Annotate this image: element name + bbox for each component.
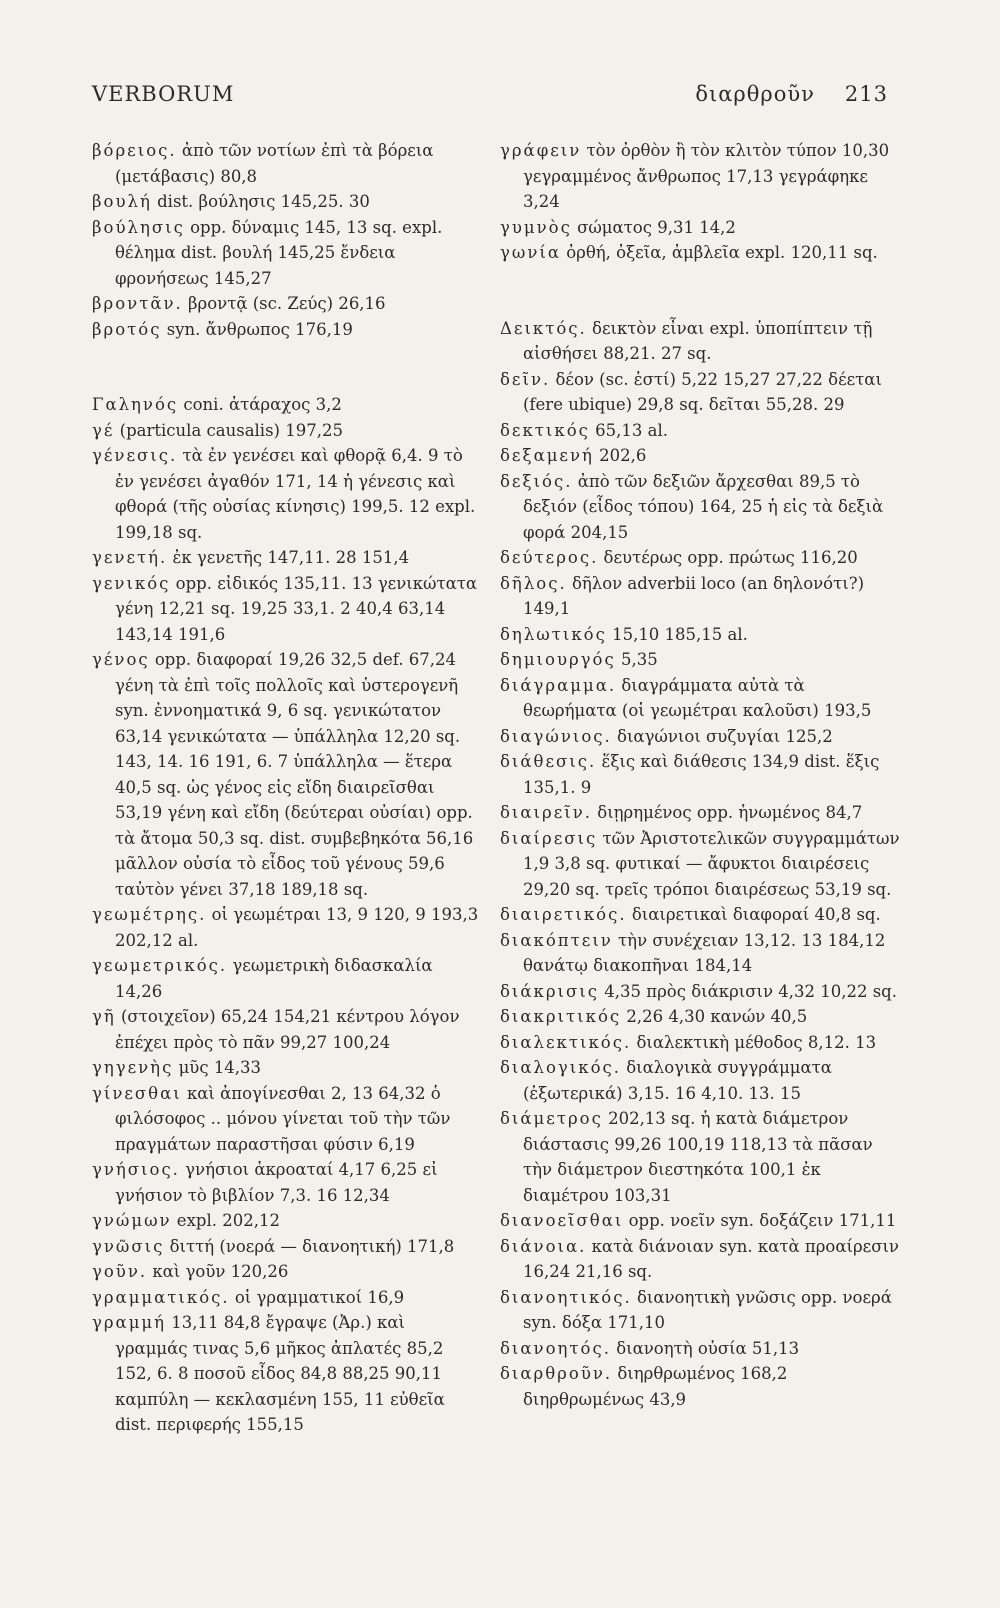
index-entry (500, 1285, 900, 1336)
entry-references: 2,26 4,30 κανών 40,5 (621, 1007, 808, 1026)
entry-references: σώματος 9,31 14,2 (571, 217, 736, 237)
index-entry (500, 316, 900, 367)
section-gap (92, 342, 482, 392)
entry-references: δέον (sc. ἐστί) 5,22 15,27 27,22 δέεται (fere ubique) 29,8 sq. δεῖται 55,28. 29 (523, 369, 882, 414)
running-head-left: VERBORUM (92, 82, 235, 106)
index-entry (92, 571, 482, 648)
index-entry (500, 1208, 900, 1234)
entry-references: ἕξις καὶ διάθεσις 134,9 dist. ἕξις 135,1. 9 (523, 752, 880, 797)
index-entry (92, 1259, 482, 1285)
index-entry (92, 953, 482, 1004)
index-entry (500, 418, 900, 444)
entry-lemma: γενικός (92, 573, 171, 593)
entry-references: (στοιχεῖον) 65,24 154,21 κέντρου λόγον ἐπέχει πρὸς τὸ πᾶν 99,27 100,24 (115, 1007, 460, 1052)
entry-lemma: διανοητικός. (500, 1287, 632, 1307)
entry-references: οἱ γραμματικοί 16,9 (229, 1287, 405, 1307)
entry-lemma: διαίρεσις (500, 828, 598, 848)
entry-lemma: δεκτικός (500, 420, 590, 440)
entry-references: ἐκ γενετῆς 147,11. 28 151,4 (167, 548, 410, 567)
entry-references: καὶ γοῦν 120,26 (147, 1262, 289, 1281)
entry-references: expl. 202,12 (171, 1211, 280, 1230)
index-entry (500, 1004, 900, 1030)
entry-references: γνήσιοι ἀκροαταί 4,17 6,25 εἰ γνήσιον τὸ βιβλίον 7,3. 16 12,34 (115, 1160, 438, 1205)
entry-references: διανοητικὴ γνῶσις opp. νοερά syn. δόξα 171,10 (523, 1287, 892, 1332)
index-entry (500, 545, 900, 571)
entry-references: διανοητὴ οὐσία 51,13 (610, 1338, 800, 1358)
entry-lemma: δεύτερος. (500, 548, 599, 567)
index-entry (500, 647, 900, 673)
index-entry (92, 1208, 482, 1234)
entry-lemma: διάκρισις (500, 981, 600, 1001)
running-head-word: διαρθροῦν (695, 82, 815, 106)
index-entry (92, 1004, 482, 1055)
entry-references: διαλογικὰ συγγράμματα (ἐξωτερικά) 3,15. 16 4,10. 13. 15 (523, 1058, 832, 1103)
entry-lemma: γνήσιος. (92, 1160, 180, 1179)
section-gap (500, 266, 900, 316)
index-entry (500, 240, 900, 266)
index-entry (500, 979, 900, 1005)
entry-lemma: διακόπτειν (500, 930, 613, 950)
entry-lemma: βόρειος. (92, 141, 177, 160)
index-entry (92, 138, 482, 189)
entry-references: γεωμετρικὴ διδασκαλία 14,26 (115, 956, 433, 1001)
entry-lemma: δημιουργός (500, 650, 616, 669)
index-entry (500, 622, 900, 648)
entry-lemma: γενετή. (92, 548, 168, 567)
entry-lemma: γεωμετρικός. (92, 956, 228, 975)
index-entry (92, 418, 482, 444)
index-entry (500, 367, 900, 418)
entry-lemma: δεῖν. (500, 369, 551, 389)
entry-references: 15,10 185,15 al. (606, 624, 748, 644)
entry-lemma: γηγενὴς (92, 1058, 174, 1077)
index-entry (92, 1055, 482, 1081)
entry-lemma: γράφειν (500, 141, 582, 160)
entry-lemma: δῆλος. (500, 573, 567, 593)
entry-references: διῃρημένος opp. ἡνωμένος 84,7 (592, 803, 863, 822)
index-entry (500, 673, 900, 724)
left-column (92, 138, 482, 1438)
entry-references: 4,35 πρὸς διάκρισιν 4,32 10,22 sq. (599, 981, 897, 1001)
index-entry (92, 545, 482, 571)
entry-references: ὀρθή, ὀξεῖα, ἀμβλεῖα expl. 120,11 sq. (560, 243, 878, 262)
index-entry (92, 1310, 482, 1438)
index-entry (500, 469, 900, 546)
index-entry (500, 800, 900, 826)
right-column (500, 138, 900, 1412)
index-entry (500, 826, 900, 903)
entry-references: 65,13 al. (589, 420, 668, 440)
index-entry (92, 1285, 482, 1311)
entry-lemma: γεωμέτρης. (92, 905, 207, 924)
entry-lemma: γωνία (500, 243, 561, 262)
entry-lemma: δηλωτικός (500, 624, 607, 644)
index-entry (92, 291, 482, 317)
entry-lemma: δεξιός. (500, 471, 573, 491)
entry-lemma: Γαληνός (92, 395, 179, 414)
index-entry (500, 443, 900, 469)
index-entry (500, 571, 900, 622)
entry-lemma: διάθεσις. (500, 752, 597, 771)
entry-lemma: διανοητός. (500, 1338, 611, 1358)
entry-lemma: διαλογικός. (500, 1058, 621, 1077)
entry-references: καὶ ἀπογίνεσθαι 2, 13 64,32 ὁ φιλόσοφος .. μόνου γίνεται τοῦ τὴν τῶν πραγμάτων παραστῆσαι φύσιν 6,19 (115, 1083, 451, 1154)
index-entry (92, 647, 482, 902)
index-entry (92, 1234, 482, 1260)
entry-lemma: γραμμή (92, 1313, 167, 1332)
entry-references: 13,11 84,8 ἔγραψε (Ἀρ.) καὶ γραμμάς τινας 5,6 μῆκος ἀπλατές 85,2 152, 6. 8 ποσοῦ εἶδος 84,8 88,25 90,11 καμπύλη — κεκλασμένη 155, 11 εὐθεῖα dist. περιφερής 155,15 (115, 1313, 445, 1434)
entry-lemma: διάνοια. (500, 1236, 587, 1256)
index-entry (500, 1106, 900, 1208)
index-entry (500, 215, 900, 241)
entry-references: δῆλον adverbii loco (an δηλονότι?) 149,1 (523, 573, 865, 618)
entry-lemma: γένεσις. (92, 446, 178, 465)
entry-references: ἀπὸ τῶν δεξιῶν ἄρχεσθαι 89,5 τὸ δεξιόν (εἶδος τόπου) 164, 25 ἡ εἰς τὰ δεξιὰ φορά 204,15 (523, 471, 884, 542)
entry-references: οἱ γεωμέτραι 13, 9 120, 9 193,3 202,12 al. (115, 905, 479, 950)
entry-references: ἀπὸ τῶν νοτίων ἐπὶ τὰ βόρεια (μετάβασις) 80,8 (115, 141, 434, 186)
index-entry (500, 1361, 900, 1412)
entry-references: dist. βούλησις 145,25. 30 (151, 192, 370, 211)
entry-lemma: γραμματικός. (92, 1287, 230, 1307)
entry-references: 5,35 (615, 650, 658, 669)
index-entry (92, 1081, 482, 1158)
index-entry (92, 902, 482, 953)
entry-references: δεικτὸν εἶναι expl. ὑποπίπτειν τῇ αἰσθήσει 88,21. 27 sq. (523, 318, 873, 363)
index-entry (92, 392, 482, 418)
entry-references: διαγράμματα αὐτὰ τὰ θεωρήματα (οἱ γεωμέτραι καλοῦσι) 193,5 (523, 675, 872, 720)
index-entry (500, 928, 900, 979)
index-entry (92, 1157, 482, 1208)
entry-lemma: γῆ (92, 1007, 116, 1026)
entry-references: δευτέρως opp. πρώτως 116,20 (598, 548, 858, 567)
entry-references: βροντᾷ (sc. Ζεύς) 26,16 (182, 294, 386, 313)
index-entry (500, 1234, 900, 1285)
index-entry (92, 215, 482, 292)
entry-references: (particula causalis) 197,25 (114, 420, 343, 440)
entry-references: διηρθρωμένος 168,2 διηρθρωμένως 43,9 (523, 1364, 788, 1409)
entry-references: διαλεκτικὴ μέθοδος 8,12. 13 (631, 1032, 877, 1052)
entry-references: κατὰ διάνοιαν syn. κατὰ προαίρεσιν 16,24 21,16 sq. (523, 1236, 899, 1281)
entry-lemma: διαγώνιος. (500, 726, 612, 746)
entry-lemma: γνώμων (92, 1211, 172, 1230)
index-entry (500, 1030, 900, 1056)
entry-lemma: διαιρετικός. (500, 905, 627, 924)
index-entry (500, 902, 900, 928)
entry-lemma: διάγραμμα. (500, 675, 617, 695)
entry-lemma: βουλή (92, 192, 152, 211)
entry-references: τὴν συνέχειαν 13,12. 13 184,12 θανάτῳ διακοπῆναι 184,14 (523, 930, 886, 975)
index-entry (500, 1055, 900, 1106)
index-entry (500, 138, 900, 215)
entry-references: 202,6 (593, 446, 647, 465)
entry-lemma: Δεικτός. (500, 318, 587, 338)
entry-references: opp. νοεῖν syn. δοξάζειν 171,11 (623, 1211, 897, 1230)
entry-references: syn. ἄνθρωπος 176,19 (161, 319, 353, 339)
entry-lemma: βούλησις (92, 217, 185, 237)
entry-lemma: δεξαμενή (500, 446, 594, 465)
entry-references: opp. εἰδικός 135,11. 13 γενικώτατα γένη 12,21 sq. 19,25 33,1. 2 40,4 63,14 143,14 191,6 (115, 573, 478, 644)
page-number: 213 (844, 82, 888, 106)
entry-lemma: βροτός (92, 319, 162, 339)
entry-references: opp. διαφοραί 19,26 32,5 def. 67,24 γένη τὰ ἐπὶ τοῖς πολλοῖς καὶ ὑστερογενῆ syn. ἐννοηματικά 9, 6 sq. γενικώτατον 63,14 γενικώτατα — ὑπάλληλα 12,20 sq. 143, 14. 16 191, 6. 7 ὑπάλληλα — ἕτερα 40,5 sq. ὡς γένος εἰς εἴδη διαιρεῖσθαι 53,19 γένη καὶ εἴδη (δεύτεραι οὐσίαι) opp. τὰ ἄτομα 50,3 sq. dist. συμβεβηκότα 56,16 μᾶλλον οὐσία τὸ εἶδος τοῦ γένους 59,6 ταὐτὸν γένει 37,18 189,18 sq. (115, 650, 474, 899)
entry-references: διαιρετικαὶ διαφοραί 40,8 sq. (626, 905, 881, 924)
entry-references: coni. ἀτάραχος 3,2 (178, 395, 342, 414)
index-entry (500, 724, 900, 750)
running-head-right (665, 82, 888, 106)
entry-references: διαγώνιοι συζυγίαι 125,2 (611, 726, 833, 746)
entry-lemma: διανοεῖσθαι (500, 1211, 624, 1230)
entry-lemma: διαιρεῖν. (500, 803, 593, 822)
entry-lemma: διακριτικός (500, 1007, 622, 1026)
entry-lemma: γοῦν. (92, 1262, 148, 1281)
entry-lemma: γέ (92, 420, 115, 440)
entry-lemma: γίνεσθαι (92, 1083, 182, 1103)
entry-references: opp. δύναμις 145, 13 sq. expl. θέλημα dist. βουλή 145,25 ἔνδεια φρονήσεως 145,27 (115, 217, 443, 288)
index-entry (92, 317, 482, 343)
entry-lemma: διαλεκτικός. (500, 1032, 632, 1052)
entry-references: διττή (νοερά — διανοητική) 171,8 (164, 1236, 455, 1256)
index-entry (92, 443, 482, 545)
entry-lemma: γνῶσις (92, 1236, 165, 1256)
index-entry (500, 1336, 900, 1362)
entry-references: μῦς 14,33 (173, 1058, 262, 1077)
entry-lemma: γυμνὸς (500, 217, 572, 237)
entry-lemma: γένος (92, 650, 150, 669)
entry-lemma: διάμετρος (500, 1109, 603, 1128)
index-entry (92, 189, 482, 215)
entry-references: τὸν ὀρθὸν ἢ τὸν κλιτὸν τύπον 10,30 γεγραμμένος ἄνθρωπος 17,13 γεγράφηκε 3,24 (523, 141, 890, 211)
entry-lemma: βροντᾶν. (92, 294, 183, 313)
index-entry (500, 749, 900, 800)
entry-references: τὰ ἐν γενέσει καὶ φθορᾷ 6,4. 9 τὸ ἐν γενέσει ἀγαθόν 171, 14 ἡ γένεσις καὶ φθορά (τῆς οὐσίας κίνησις) 199,5. 12 expl. 199,18 sq. (115, 446, 476, 542)
entry-references: τῶν Ἀριστοτελικῶν συγγραμμάτων 1,9 3,8 sq. φυτικαί — ἄφυκτοι διαιρέσεις 29,20 sq. τρεῖς τρόποι διαιρέσεως 53,19 sq. (523, 828, 900, 899)
entry-references: 202,13 sq. ἡ κατὰ διάμετρον διάστασις 99,26 100,19 118,13 τὰ πᾶσαν τὴν διάμετρον διεστηκότα 100,1 ἐκ διαμέτρου 103,31 (523, 1109, 873, 1205)
entry-lemma: διαρθροῦν. (500, 1364, 613, 1383)
